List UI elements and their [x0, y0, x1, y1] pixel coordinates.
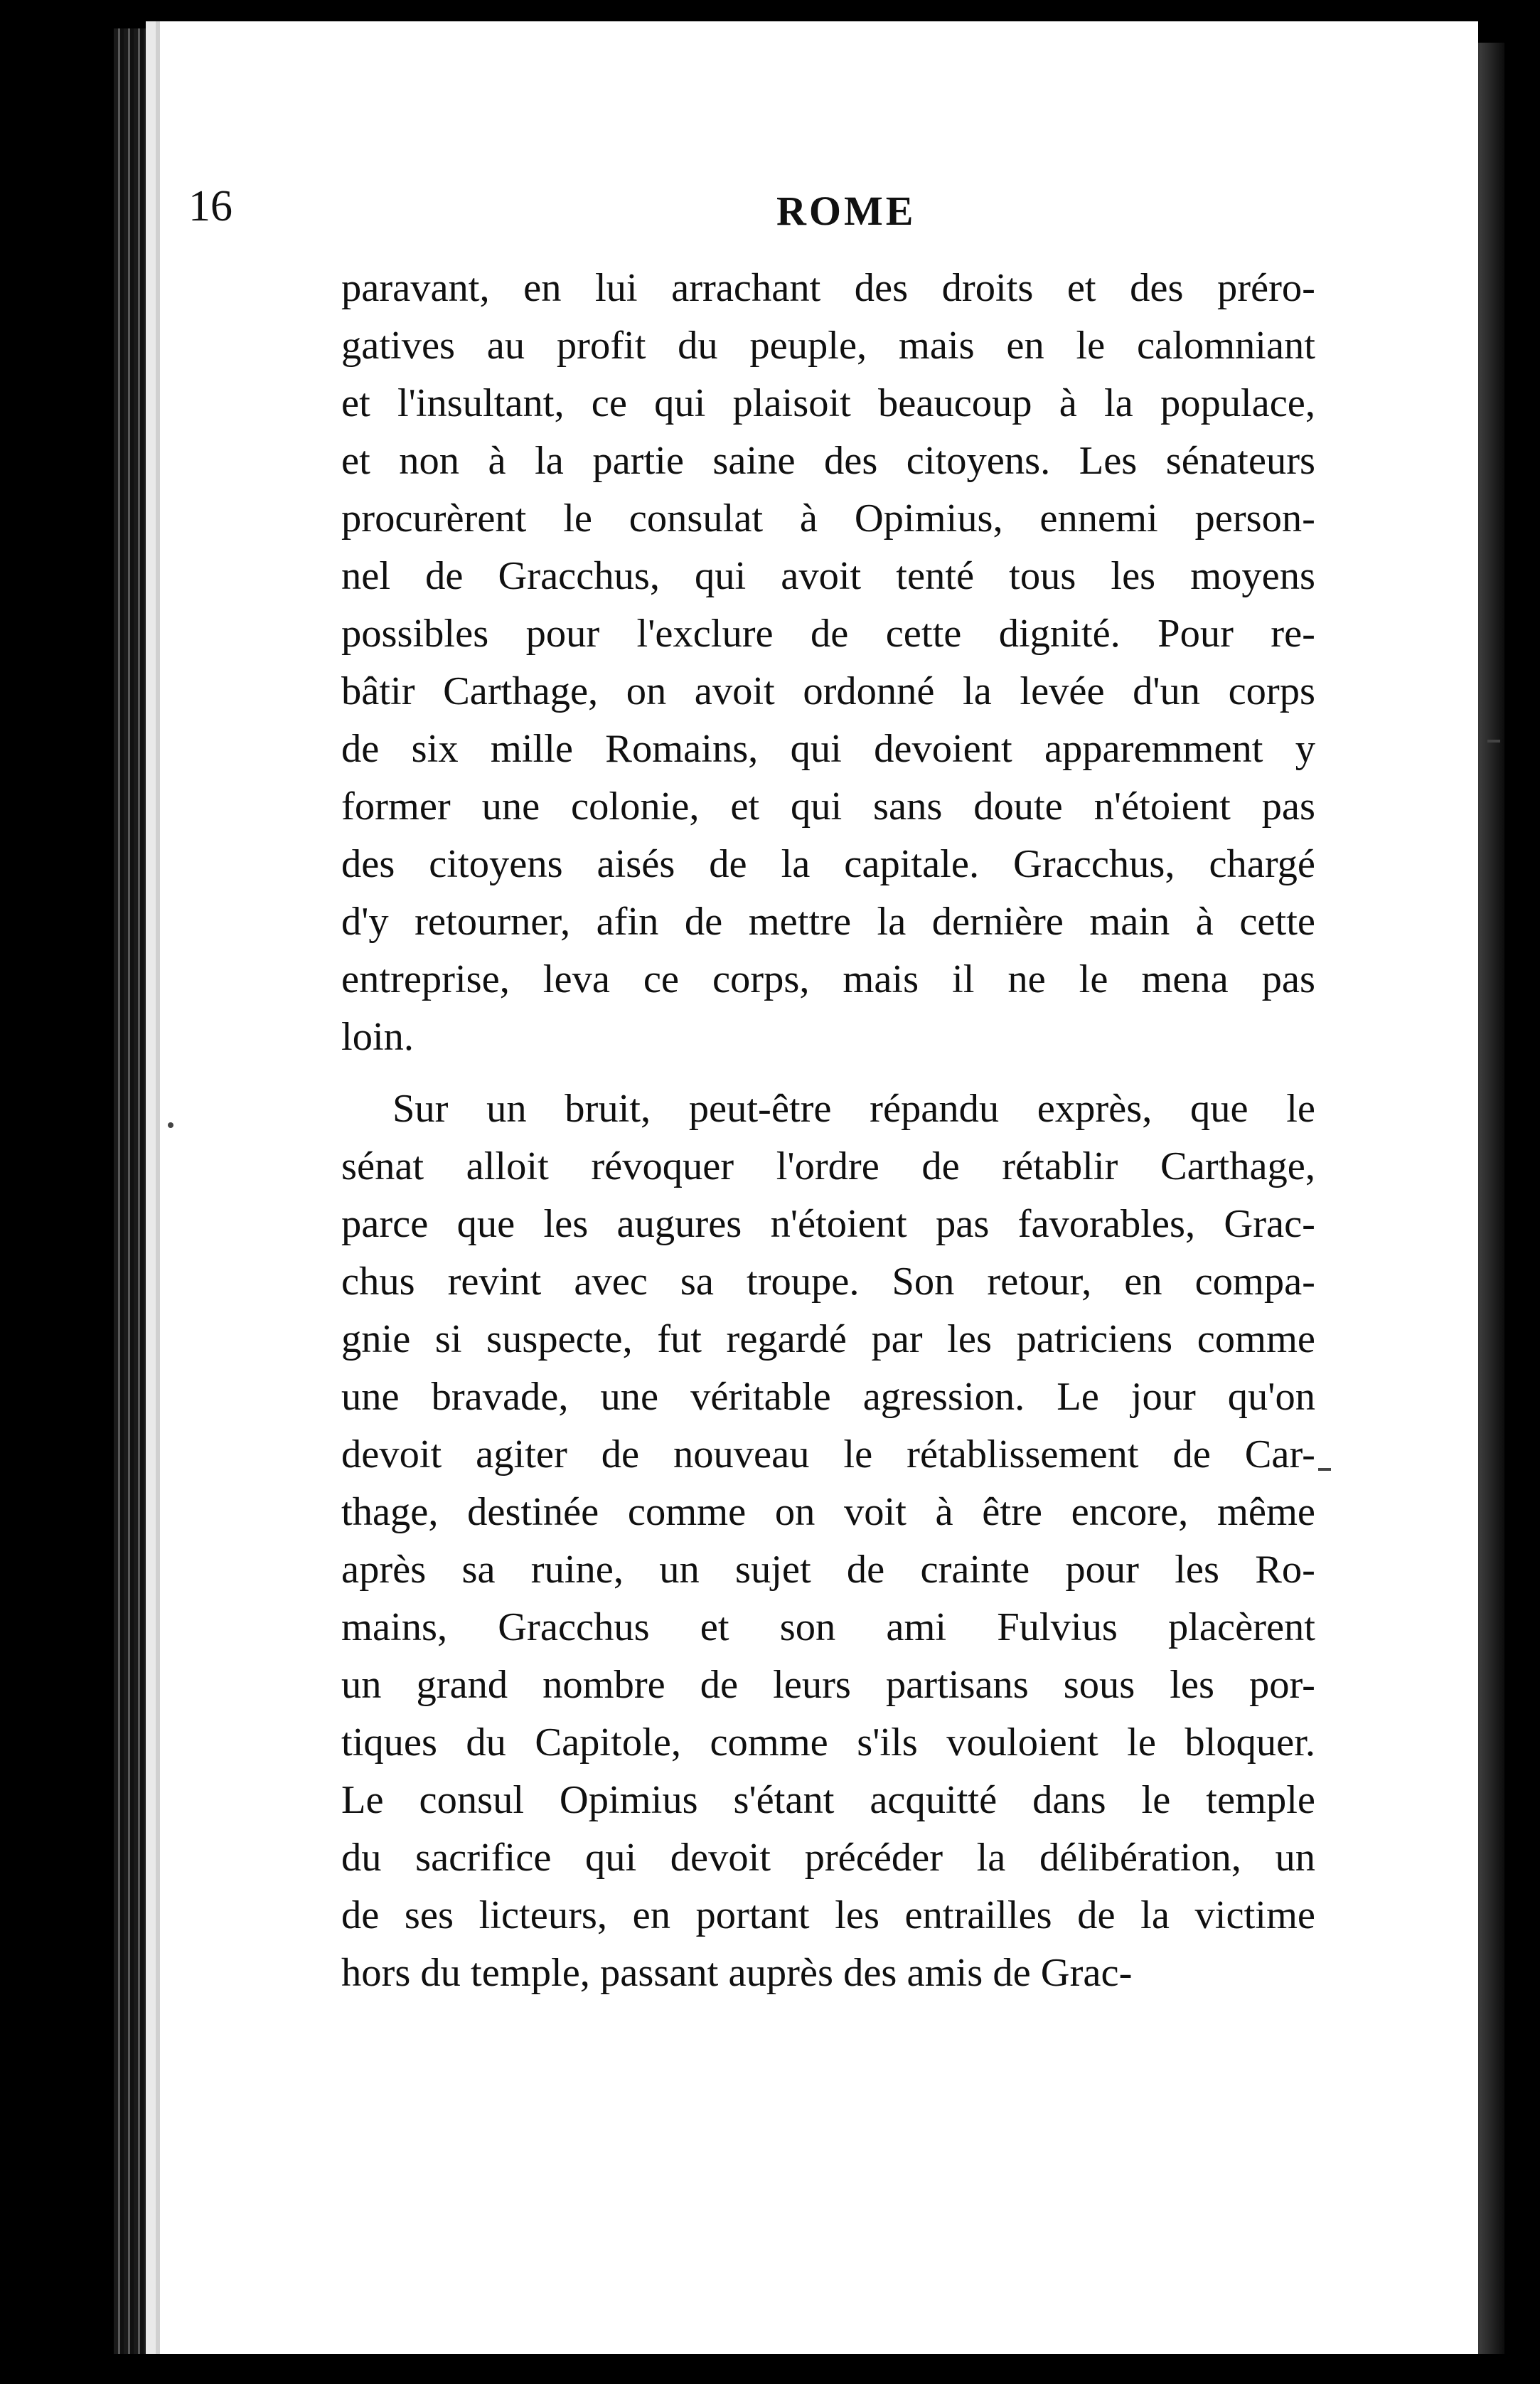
text-line: tiques du Capitole, comme s'ils vouloient le bloquer.: [341, 1720, 1315, 1765]
text-line: chus revint avec sa troupe. Son retour, en compa-: [341, 1260, 1315, 1304]
text-line: bâtir Carthage, on avoit ordonné la levée d'un corps: [341, 669, 1315, 713]
text-line: loin.: [341, 1015, 415, 1059]
text-line: gnie si suspecte, fut regardé par les patriciens comme: [341, 1317, 1315, 1361]
text-line: paravant, en lui arrachant des droits et des prérо-: [341, 266, 1315, 310]
text-line: une bravade, une véritable agression. Le jour qu'on: [341, 1375, 1315, 1419]
text-line: procurèrent le consulat à Opimius, ennemi person-: [341, 496, 1315, 541]
paragraph-2: [341, 1080, 1315, 2002]
text-line: devoit agiter de nouveau le rétablissement de Car-: [341, 1432, 1315, 1476]
margin-mark: [1318, 1468, 1331, 1471]
text-line: nel de Gracchus, qui avoit tenté tous les moyens: [341, 554, 1315, 598]
text-line: hors du temple, passant auprès des amis de Grac-: [341, 1951, 1133, 1995]
text-line: parce que les augures n'étoient pas favorables, Grac-: [341, 1202, 1315, 1246]
text-line: mains, Gracchus et son ami Fulvius placèrent: [341, 1605, 1315, 1649]
text-line: et l'insultant, ce qui plaisoit beaucoup à la populace,: [341, 381, 1315, 425]
text-line: thage, destinée comme on voit à être encore, même: [341, 1490, 1315, 1534]
margin-mark: [1487, 740, 1500, 743]
text-line: après sa ruine, un sujet de crainte pour les Ro-: [341, 1548, 1315, 1592]
running-head-title: ROME: [776, 188, 916, 234]
text-line: Sur un bruit, peut-être répandu exprès, que le: [392, 1087, 1315, 1131]
text-line: entreprise, leva ce corps, mais il ne le mena pas: [341, 957, 1315, 1001]
text-line: du sacrifice qui devoit précéder la délibération, un: [341, 1836, 1315, 1880]
text-line: un grand nombre de leurs partisans sous les por-: [341, 1663, 1315, 1707]
text-line: de six mille Romains, qui devoient apparemment y: [341, 727, 1315, 771]
margin-dot: [168, 1122, 173, 1128]
text-line: d'y retourner, afin de mettre la dernière main à cette: [341, 900, 1315, 944]
text-line: former une colonie, et qui sans doute n'étoient pas: [341, 784, 1315, 829]
paragraph-1: [341, 260, 1315, 1066]
text-line: Le consul Opimius s'étant acquitté dans le temple: [341, 1778, 1315, 1822]
body-text: [341, 260, 1315, 2002]
text-line: sénat alloit révoquer l'ordre de rétablir Carthage,: [341, 1144, 1315, 1188]
page-number: 16: [188, 182, 232, 230]
text-line: gatives au profit du peuple, mais en le calomniant: [341, 324, 1315, 368]
text-line: des citoyens aisés de la capitale. Gracchus, chargé: [341, 842, 1315, 886]
text-line: et non à la partie saine des citoyens. Les sénateurs: [341, 439, 1315, 483]
text-line: de ses licteurs, en portant les entrailles de la victime: [341, 1893, 1315, 1937]
text-line: possibles pour l'exclure de cette dignité. Pour re-: [341, 612, 1315, 656]
